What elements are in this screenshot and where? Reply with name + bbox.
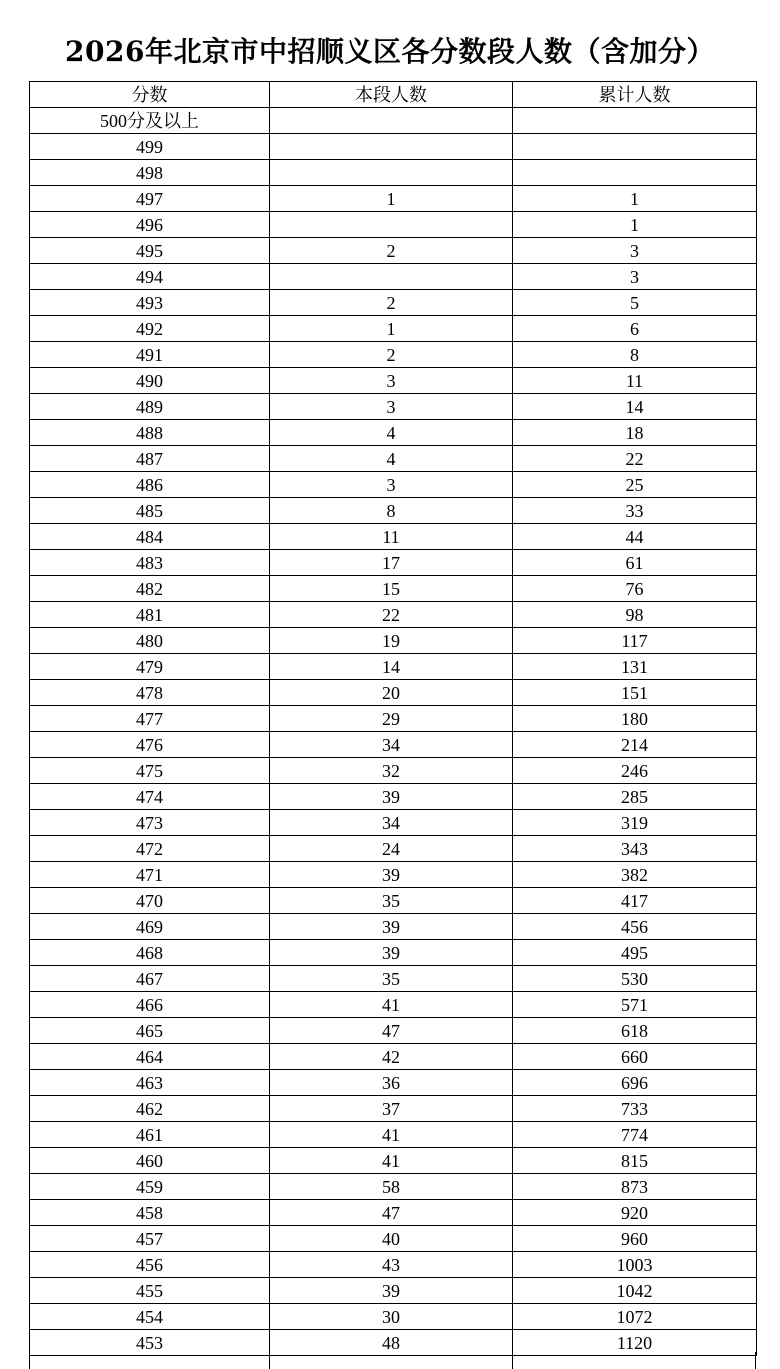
cell-score: 488: [30, 420, 270, 446]
table-row: [30, 264, 757, 290]
table-row: [30, 680, 757, 706]
cell-segment-count: 39: [270, 784, 513, 810]
cell-cumulative-count: 5: [513, 290, 757, 316]
table-row: [30, 1122, 757, 1148]
table-row: [30, 238, 757, 264]
table-row: [30, 628, 757, 654]
table-row: [30, 1018, 757, 1044]
cell-score: 498: [30, 160, 270, 186]
table-row: [30, 1278, 757, 1304]
cell-score: 457: [30, 1226, 270, 1252]
cell-cumulative-count: 1: [513, 186, 757, 212]
cell-segment-count: 39: [270, 940, 513, 966]
cell-cumulative-count: 61: [513, 550, 757, 576]
cell-score: 492: [30, 316, 270, 342]
cell-cumulative-count: 6: [513, 316, 757, 342]
cell-score: 485: [30, 498, 270, 524]
table-row: [30, 394, 757, 420]
cell-segment-count: 1: [270, 186, 513, 212]
table-row: [30, 290, 757, 316]
cell-score: 468: [30, 940, 270, 966]
cell-segment-count: 2: [270, 290, 513, 316]
cell-cumulative-count: 214: [513, 732, 757, 758]
cell-segment-count: [270, 264, 513, 290]
cell-score: 467: [30, 966, 270, 992]
cell-score: 454: [30, 1304, 270, 1330]
cell-cumulative-count: 22: [513, 446, 757, 472]
cell-score: 473: [30, 810, 270, 836]
table-row: [30, 420, 757, 446]
cell-cumulative-count: 960: [513, 1226, 757, 1252]
cell-cumulative-count: 1042: [513, 1278, 757, 1304]
table-row: [30, 1070, 757, 1096]
cell-cumulative-count: 117: [513, 628, 757, 654]
table-row: [30, 992, 757, 1018]
cell-cumulative-count: 98: [513, 602, 757, 628]
cell-cumulative-count: 815: [513, 1148, 757, 1174]
table-row: [30, 1148, 757, 1174]
table-row: [30, 758, 757, 784]
cell-cumulative-count: 920: [513, 1200, 757, 1226]
cell-score: 484: [30, 524, 270, 550]
cell-score: 470: [30, 888, 270, 914]
table-row: [30, 836, 757, 862]
cell-score: 496: [30, 212, 270, 238]
cell-cumulative-count: 131: [513, 654, 757, 680]
cell-segment-count: 14: [270, 654, 513, 680]
cell-segment-count: 42: [270, 1044, 513, 1070]
cell-cumulative-count: 319: [513, 810, 757, 836]
cell-segment-count: 3: [270, 368, 513, 394]
cell-cumulative-count: 14: [513, 394, 757, 420]
cell-cumulative-count: 11: [513, 368, 757, 394]
header-cumulative-count: 累计人数: [513, 82, 757, 108]
table-row: [30, 134, 757, 160]
table-row: [30, 862, 757, 888]
cell-segment-count: 30: [270, 1304, 513, 1330]
cell-segment-count: 22: [270, 602, 513, 628]
cell-score: 494: [30, 264, 270, 290]
cell-segment-count: 32: [270, 758, 513, 784]
cell-cumulative-count: 571: [513, 992, 757, 1018]
cell-cumulative-count: 1: [513, 212, 757, 238]
column-divider: [512, 1352, 513, 1369]
cell-segment-count: 41: [270, 1122, 513, 1148]
cell-score: 466: [30, 992, 270, 1018]
cell-segment-count: 2: [270, 342, 513, 368]
table-row: [30, 706, 757, 732]
cell-cumulative-count: 696: [513, 1070, 757, 1096]
cell-segment-count: 34: [270, 732, 513, 758]
table-row: [30, 1044, 757, 1070]
cell-score: 478: [30, 680, 270, 706]
cell-cumulative-count: 1003: [513, 1252, 757, 1278]
cell-segment-count: 41: [270, 992, 513, 1018]
table-row: [30, 602, 757, 628]
cell-segment-count: 47: [270, 1200, 513, 1226]
cell-score: 471: [30, 862, 270, 888]
cell-segment-count: 35: [270, 966, 513, 992]
cell-segment-count: 58: [270, 1174, 513, 1200]
cell-cumulative-count: 76: [513, 576, 757, 602]
cell-segment-count: [270, 108, 513, 134]
cell-cumulative-count: [513, 134, 757, 160]
cell-score: 495: [30, 238, 270, 264]
cell-score: 458: [30, 1200, 270, 1226]
cell-score: 464: [30, 1044, 270, 1070]
cell-cumulative-count: 44: [513, 524, 757, 550]
cell-cumulative-count: 285: [513, 784, 757, 810]
cell-segment-count: 34: [270, 810, 513, 836]
table-row: [30, 1252, 757, 1278]
cell-cumulative-count: 18: [513, 420, 757, 446]
table-row: [30, 368, 757, 394]
header-score: 分数: [30, 82, 270, 108]
column-divider: [269, 1352, 270, 1369]
cell-score: 500分及以上: [30, 108, 270, 134]
table-row: [30, 1200, 757, 1226]
cell-cumulative-count: 246: [513, 758, 757, 784]
cell-score: 481: [30, 602, 270, 628]
table-row: [30, 576, 757, 602]
cell-cumulative-count: [513, 160, 757, 186]
cell-segment-count: 39: [270, 1278, 513, 1304]
cell-cumulative-count: 495: [513, 940, 757, 966]
table-body: [30, 108, 757, 1356]
table-row: [30, 1226, 757, 1252]
cell-score: 499: [30, 134, 270, 160]
cell-score: 483: [30, 550, 270, 576]
table-row: [30, 212, 757, 238]
cell-cumulative-count: 3: [513, 238, 757, 264]
cell-score: 461: [30, 1122, 270, 1148]
cell-segment-count: 37: [270, 1096, 513, 1122]
cell-cumulative-count: 382: [513, 862, 757, 888]
cell-segment-count: 3: [270, 394, 513, 420]
cell-cumulative-count: 660: [513, 1044, 757, 1070]
table-header-row: [30, 82, 757, 108]
cell-score: 460: [30, 1148, 270, 1174]
cell-score: 463: [30, 1070, 270, 1096]
cell-score: 489: [30, 394, 270, 420]
cell-score: 493: [30, 290, 270, 316]
cell-segment-count: 8: [270, 498, 513, 524]
cell-cumulative-count: 1120: [513, 1330, 757, 1356]
cell-cumulative-count: 151: [513, 680, 757, 706]
cell-cumulative-count: 3: [513, 264, 757, 290]
cell-cumulative-count: 774: [513, 1122, 757, 1148]
cell-score: 453: [30, 1330, 270, 1356]
cell-segment-count: 2: [270, 238, 513, 264]
header-segment-count: 本段人数: [270, 82, 513, 108]
cell-segment-count: 4: [270, 446, 513, 472]
cell-segment-count: 11: [270, 524, 513, 550]
table-row: [30, 186, 757, 212]
cell-segment-count: [270, 212, 513, 238]
cell-segment-count: [270, 134, 513, 160]
cell-score: 456: [30, 1252, 270, 1278]
cell-cumulative-count: 25: [513, 472, 757, 498]
table-row: [30, 108, 757, 134]
cell-cumulative-count: 618: [513, 1018, 757, 1044]
table-row: [30, 784, 757, 810]
cell-score: 482: [30, 576, 270, 602]
score-distribution-table: [29, 81, 757, 1356]
cell-segment-count: 15: [270, 576, 513, 602]
table-row: [30, 550, 757, 576]
table-row: [30, 160, 757, 186]
cell-cumulative-count: 33: [513, 498, 757, 524]
cell-score: 475: [30, 758, 270, 784]
cell-segment-count: 20: [270, 680, 513, 706]
cell-score: 459: [30, 1174, 270, 1200]
cell-segment-count: 24: [270, 836, 513, 862]
cell-cumulative-count: 456: [513, 914, 757, 940]
cell-score: 455: [30, 1278, 270, 1304]
cell-segment-count: 3: [270, 472, 513, 498]
cell-score: 497: [30, 186, 270, 212]
cell-score: 479: [30, 654, 270, 680]
table-continuation: [29, 1352, 756, 1369]
cell-segment-count: 17: [270, 550, 513, 576]
cell-score: 472: [30, 836, 270, 862]
cell-score: 477: [30, 706, 270, 732]
cell-cumulative-count: [513, 108, 757, 134]
cell-cumulative-count: 343: [513, 836, 757, 862]
cell-score: 476: [30, 732, 270, 758]
table-row: [30, 888, 757, 914]
cell-segment-count: 43: [270, 1252, 513, 1278]
table-row: [30, 732, 757, 758]
cell-segment-count: 19: [270, 628, 513, 654]
table-row: [30, 472, 757, 498]
cell-segment-count: 29: [270, 706, 513, 732]
cell-segment-count: 47: [270, 1018, 513, 1044]
cell-cumulative-count: 733: [513, 1096, 757, 1122]
cell-cumulative-count: 873: [513, 1174, 757, 1200]
table-row: [30, 940, 757, 966]
cell-cumulative-count: 8: [513, 342, 757, 368]
cell-segment-count: 36: [270, 1070, 513, 1096]
cell-cumulative-count: 417: [513, 888, 757, 914]
table-row: [30, 316, 757, 342]
table-row: [30, 1096, 757, 1122]
cell-score: 480: [30, 628, 270, 654]
cell-score: 462: [30, 1096, 270, 1122]
table-row: [30, 914, 757, 940]
page-title: 2026年北京市中招顺义区各分数段人数（含加分）: [65, 35, 715, 68]
table-row: [30, 342, 757, 368]
cell-segment-count: 39: [270, 914, 513, 940]
cell-cumulative-count: 530: [513, 966, 757, 992]
cell-segment-count: 4: [270, 420, 513, 446]
cell-segment-count: 35: [270, 888, 513, 914]
cell-cumulative-count: 1072: [513, 1304, 757, 1330]
table-row: [30, 498, 757, 524]
cell-score: 465: [30, 1018, 270, 1044]
table-row: [30, 1304, 757, 1330]
table-row: [30, 1174, 757, 1200]
table-row: [30, 654, 757, 680]
cell-segment-count: 48: [270, 1330, 513, 1356]
cell-segment-count: 39: [270, 862, 513, 888]
table-row: [30, 524, 757, 550]
cell-score: 469: [30, 914, 270, 940]
cell-segment-count: [270, 160, 513, 186]
table-row: [30, 810, 757, 836]
cell-score: 491: [30, 342, 270, 368]
table-row: [30, 966, 757, 992]
cell-segment-count: 40: [270, 1226, 513, 1252]
cell-cumulative-count: 180: [513, 706, 757, 732]
cell-score: 486: [30, 472, 270, 498]
cell-score: 490: [30, 368, 270, 394]
cell-score: 487: [30, 446, 270, 472]
cell-segment-count: 1: [270, 316, 513, 342]
table-row: [30, 446, 757, 472]
cell-score: 474: [30, 784, 270, 810]
cell-segment-count: 41: [270, 1148, 513, 1174]
